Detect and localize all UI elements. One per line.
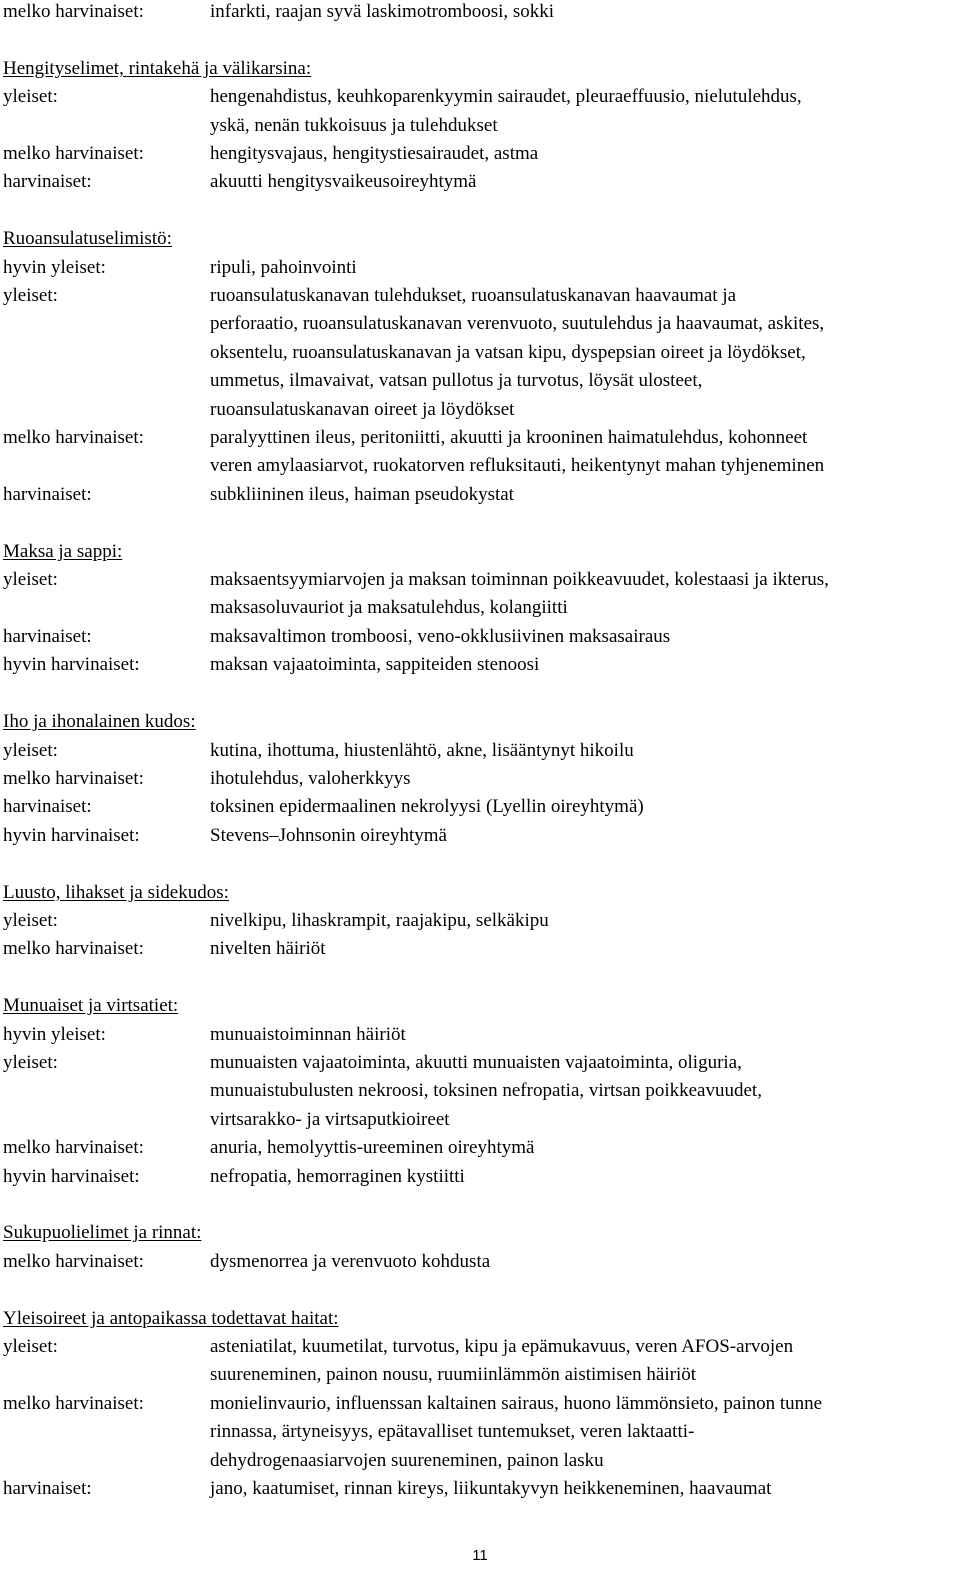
effects-line: munuaistubulusten nekroosi, toksinen nefropatia, virtsan poikkeavuudet, [210,1080,762,1102]
effect-row [3,1049,953,1134]
frequency-label: melko harvinaiset: [3,767,144,789]
section [3,1305,953,1504]
effects-line: munuaisten vajaatoiminta, akuutti munuaisten vajaatoiminta, oliguria, [210,1051,742,1073]
frequency-label: melko harvinaiset: [3,1392,144,1414]
section-gap [3,509,953,537]
effect-row [3,1163,953,1191]
frequency-label: hyvin harvinaiset: [3,824,140,846]
effects-text: infarkti, raajan syvä laskimotromboosi, sokki [210,1,555,22]
frequency-label: yleiset: [3,1051,58,1073]
frequency-label: harvinaiset: [3,796,92,818]
effects-text [210,935,953,963]
effects-line: monielinvaurio, influenssan kaltainen sairaus, huono lämmönsieto, painon tunne [210,1392,823,1414]
effects-text [210,623,953,651]
effects-line: Stevens–Johnsonin oireyhtymä [210,824,447,846]
effects-line: suureneminen, painon nousu, ruumiinlämmön aistimisen häiriöt [210,1364,697,1386]
effect-row [3,935,953,963]
effects-line: subkliininen ileus, haiman pseudokystat [210,483,514,505]
effects-line: toksinen epidermaalinen nekrolyysi (Lyellin oireyhtymä) [210,796,644,818]
section-heading: Luusto, lihakset ja sidekudos: [3,881,229,903]
frequency-label: melko harvinaiset: [3,1,144,22]
section-heading: Ruoansulatuselimistö: [3,228,172,250]
effect-row [3,424,953,481]
effects-line: akuutti hengitysvaikeusoireyhtymä [210,171,477,193]
frequency-label: hyvin harvinaiset: [3,654,140,676]
effects-line: maksasoluvauriot ja maksatulehdus, kolangiitti [210,597,568,619]
effects-line: hengitysvajaus, hengitystiesairaudet, astma [210,143,539,165]
effects-text [210,737,953,765]
section [3,1219,953,1276]
effects-text [210,282,953,424]
effect-row [3,907,953,935]
effects-text [210,424,953,481]
effects-text [210,1021,953,1049]
effects-text [210,1475,953,1503]
frequency-label: yleiset: [3,86,58,108]
effects-line: perforaatio, ruoansulatuskanavan verenvuoto, suutulehdus ja haavaumat, askites, [210,313,825,335]
effects-text [210,83,953,140]
section [3,708,953,850]
effects-line: ihotulehdus, valoherkkyys [210,767,411,789]
frequency-label: yleiset: [3,739,58,761]
section [3,538,953,680]
effects-text [210,1390,953,1475]
effect-row [3,282,953,424]
top-row [3,0,953,26]
frequency-label: melko harvinaiset: [3,143,144,165]
effect-row [3,168,953,196]
effect-row [3,1134,953,1162]
effect-row [3,1390,953,1475]
section-gap [3,197,953,225]
section-gap [3,964,953,992]
effect-row [3,140,953,168]
section-heading: Yleisoireet ja antopaikassa todettavat haitat: [3,1307,339,1329]
effects-line: yskä, nenän tukkoisuus ja tulehdukset [210,114,498,136]
frequency-label: harvinaiset: [3,171,92,193]
effects-line: nefropatia, hemorraginen kystiitti [210,1165,465,1187]
section-heading: Maksa ja sappi: [3,540,123,562]
effects-line: ummetus, ilmavaivat, vatsan pullotus ja turvotus, löysät ulosteet, [210,370,703,392]
section-heading: Munuaiset ja virtsatiet: [3,995,179,1017]
frequency-label: melko harvinaiset: [3,1137,144,1159]
frequency-label: harvinaiset: [3,483,92,505]
section [3,225,953,509]
section-gap [3,850,953,878]
frequency-label: hyvin yleiset: [3,256,106,278]
effect-row [3,822,953,850]
effects-line: veren amylaasiarvot, ruokatorven refluksitauti, heikentynyt mahan tyhjeneminen [210,455,825,477]
effects-text [210,140,953,168]
effect-row [3,254,953,282]
effect-row [3,1248,953,1276]
frequency-label: yleiset: [3,1335,58,1357]
effects-text [210,651,953,679]
effects-line: hengenahdistus, keuhkoparenkyymin sairaudet, pleuraeffuusio, nielutulehdus, [210,86,802,108]
effects-text [210,765,953,793]
section-heading: Iho ja ihonalainen kudos: [3,711,196,733]
effect-row [3,623,953,651]
effect-row [3,793,953,821]
page-number: 11 [472,1547,488,1564]
effects-line: maksan vajaatoiminta, sappiteiden stenoosi [210,654,540,676]
effects-line: kutina, ihottuma, hiustenlähtö, akne, lisääntynyt hikoilu [210,739,634,761]
effects-line: ruoansulatuskanavan tulehdukset, ruoansulatuskanavan haavaumat ja [210,285,737,307]
section-gap [3,26,953,54]
effect-row [3,1333,953,1390]
effects-line: ruoansulatuskanavan oireet ja löydökset [210,398,515,420]
section-gap [3,1191,953,1219]
effects-line: jano, kaatumiset, rinnan kireys, liikuntakyvyn heikkeneminen, haavaumat [210,1478,772,1499]
effects-text [210,1248,953,1276]
frequency-label: yleiset: [3,569,58,591]
effects-line: maksaentsyymiarvojen ja maksan toiminnan poikkeavuudet, kolestaasi ja ikterus, [210,569,829,591]
effects-line: asteniatilat, kuumetilat, turvotus, kipu ja epämukavuus, veren AFOS-arvojen [210,1335,794,1357]
effect-row [3,737,953,765]
effects-line: nivelkipu, lihaskrampit, raajakipu, selkäkipu [210,909,549,931]
effects-line: nivelten häiriöt [210,938,326,960]
effects-line: dehydrogenaasiarvojen suureneminen, painon lasku [210,1449,604,1471]
effects-line: ripuli, pahoinvointi [210,256,357,278]
sections-container [3,26,953,1503]
effects-text [210,481,953,509]
effects-line: virtsarakko- ja virtsaputkioireet [210,1108,450,1130]
effect-row [3,1475,953,1503]
effects-text [210,254,953,282]
effects-line: munuaistoiminnan häiriöt [210,1023,406,1045]
section-heading: Hengityselimet, rintakehä ja välikarsina: [3,57,312,79]
effects-line: oksentelu, ruoansulatuskanavan ja vatsan kipu, dyspepsian oireet ja löydökset, [210,341,806,363]
effects-text [210,1163,953,1191]
frequency-label: yleiset: [3,909,58,931]
effects-line: paralyyttinen ileus, peritoniitti, akuutti ja krooninen haimatulehdus, kohonneet [210,427,808,449]
frequency-label: harvinaiset: [3,625,92,647]
section-gap [3,680,953,708]
frequency-label: yleiset: [3,285,58,307]
effects-line: rinnassa, ärtyneisyys, epätavalliset tuntemukset, veren laktaatti- [210,1421,695,1443]
effects-text [210,1333,953,1390]
effects-line: dysmenorrea ja verenvuoto kohdusta [210,1250,491,1272]
document-page [3,0,953,1503]
section [3,992,953,1191]
effect-row [3,1021,953,1049]
effects-text [210,1049,953,1134]
effect-row [3,566,953,623]
frequency-label: hyvin yleiset: [3,1023,106,1045]
effect-row [3,765,953,793]
frequency-label: hyvin harvinaiset: [3,1165,140,1187]
effect-row [3,83,953,140]
frequency-label: melko harvinaiset: [3,427,144,449]
frequency-label: harvinaiset: [3,1478,92,1499]
section [3,879,953,964]
effects-line: maksavaltimon tromboosi, veno-okklusiivinen maksasairaus [210,625,671,647]
effects-line: anuria, hemolyyttis-ureeminen oireyhtymä [210,1137,535,1159]
section [3,55,953,197]
section-gap [3,1276,953,1304]
effect-row [3,651,953,679]
effects-text [210,907,953,935]
section-heading: Sukupuolielimet ja rinnat: [3,1222,202,1244]
frequency-label: melko harvinaiset: [3,1250,144,1272]
effects-text [210,822,953,850]
effects-text [210,566,953,623]
frequency-label: melko harvinaiset: [3,938,144,960]
effects-text [210,793,953,821]
effect-row [3,481,953,509]
effects-text [210,168,953,196]
effects-text [210,1134,953,1162]
